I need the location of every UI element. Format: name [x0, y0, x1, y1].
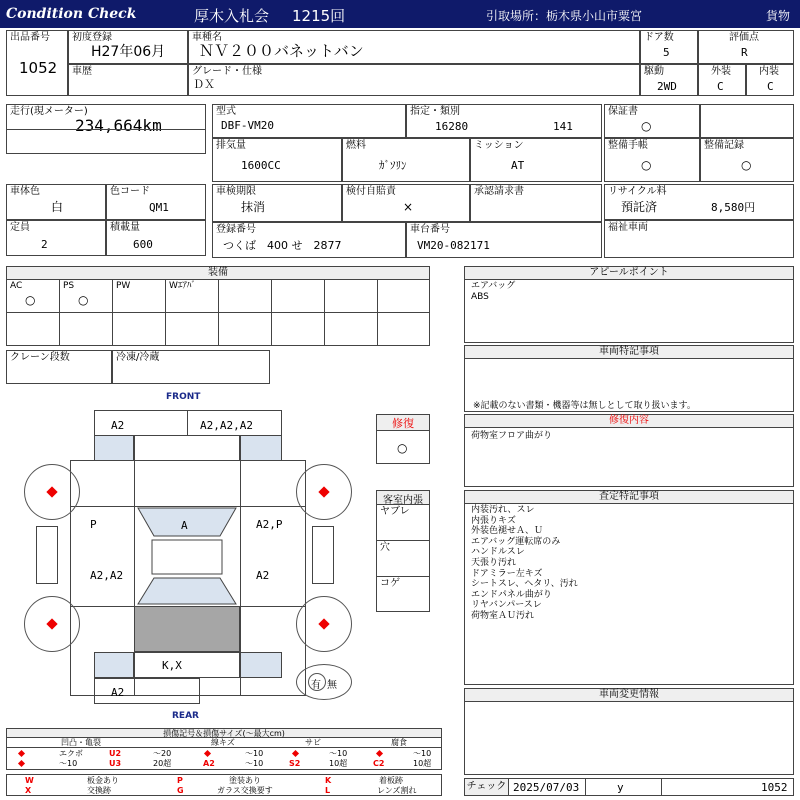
assessment-line: 天張り汚れ [471, 557, 517, 568]
freezer-label: 冷凍/冷蔵 [116, 352, 160, 363]
liability-mark: × [403, 200, 414, 214]
model-code-cell [212, 104, 406, 138]
recycle-cell [604, 184, 794, 220]
grade-score-cell [698, 30, 794, 64]
grade-cell [188, 64, 640, 96]
body-color-cell [6, 184, 106, 220]
equipment-empty-cell [165, 312, 219, 346]
capacity: 2 [41, 238, 48, 251]
approval-label: 承認請求書 [474, 186, 524, 197]
mission-cell [470, 138, 602, 182]
registration-number-label: 登録番号 [216, 224, 256, 235]
grade-label: グレード・仕様 [192, 66, 262, 77]
legend-group: サビ [305, 738, 321, 747]
check-lot: 1052 [761, 781, 788, 794]
manual-mark: ○ [641, 158, 652, 172]
appeal-line: エアバッグ [471, 281, 516, 291]
mark-lower-left: A2,A2 [90, 569, 124, 582]
mark-rear-left: A2 [111, 686, 125, 699]
mark-rear-center: K,X [162, 659, 182, 672]
color-code: QM1 [149, 201, 169, 214]
crane-label: クレーン段数 [10, 352, 70, 363]
registration-number: つくば 400 せ 2877 [223, 239, 342, 252]
legend-code: W [25, 776, 34, 785]
cabin-title: 客室内張 [377, 491, 429, 505]
legend-code: L [325, 786, 331, 795]
type-class: 141 [553, 120, 573, 133]
legend-text: ～10 [245, 759, 264, 768]
rear-gate-panel [134, 652, 240, 678]
auction-round: 1215回 [292, 7, 346, 25]
assessment-line: エアバッグ運転席のみ [471, 536, 561, 547]
check-footer [464, 778, 794, 796]
assessment-line: 内張りキズ [471, 515, 516, 526]
chassis-number: VM20-082171 [417, 239, 490, 252]
vehicle-category: 貨物 [766, 9, 791, 23]
model-name-cell [188, 30, 640, 64]
legend-code: G [177, 786, 184, 795]
rear-left-light [94, 652, 134, 678]
header-bar [0, 0, 800, 28]
doors-cell [640, 30, 698, 64]
drive-cell [640, 64, 698, 96]
assessment-list [471, 505, 578, 622]
legend-diamond-icon [18, 750, 25, 757]
mark-front-right: A2,A2,A2 [200, 419, 253, 432]
special-notes-title: 車両特記事項 [464, 345, 794, 359]
special-notes-box [464, 358, 794, 412]
spare-no: 無 [327, 680, 337, 691]
type-designation-label: 指定・類別 [410, 106, 460, 117]
legend-text: 20超 [153, 759, 172, 768]
grade: ＤＸ [193, 78, 215, 91]
pickup-location: 引取場所：栃木県小山市粟宮 [486, 9, 643, 23]
crane-cell [6, 350, 112, 384]
drive: 2WD [657, 80, 677, 93]
check-date: 2025/07/03 [513, 781, 580, 794]
legend-text: ～20 [153, 749, 172, 758]
legend-text: 塗装あり [229, 776, 261, 785]
vehicle-changes-title: 車両変更情報 [464, 688, 794, 702]
legend-group: 線キズ [211, 738, 235, 747]
welfare-cell [604, 220, 794, 258]
assessment-line: ハンドルスレ [471, 547, 525, 558]
manual-label: 整備手帳 [608, 140, 648, 151]
cabin-item-hole: 穴 [380, 542, 390, 553]
exterior: C [717, 80, 724, 93]
legend-code: K [325, 776, 332, 785]
legend-text: レンズ割れ [377, 786, 417, 795]
warranty-label: 保証書 [608, 106, 638, 117]
legend-code: C2 [373, 759, 385, 768]
legend-code: A2 [203, 759, 215, 768]
displacement-label: 排気量 [216, 140, 246, 151]
equipment-item-pw [112, 279, 166, 313]
front-panel [134, 435, 240, 461]
interior-label: 内装 [759, 66, 779, 77]
load-cell [106, 220, 206, 256]
repair-details-title: 修復内容 [464, 414, 794, 428]
first-registration-cell [68, 30, 188, 64]
legend-group: 凹凸・亀裂 [61, 738, 101, 747]
recycle-label: リサイクル料 [608, 186, 667, 197]
inspection: 抹消 [241, 200, 266, 214]
legend-diamond-icon [376, 750, 383, 757]
legend-codes [6, 774, 442, 796]
equipment-item-airbag [165, 279, 219, 313]
front-right-fender-light [240, 435, 282, 461]
repair-details-box [464, 427, 794, 487]
chassis-cell [406, 222, 602, 258]
assessment-line: シートスレ、ヘタリ、汚れ [471, 579, 578, 590]
front-left-fender-light [94, 435, 134, 461]
appeal-list [471, 281, 515, 303]
legend-code: U2 [109, 749, 122, 758]
legend-text: ガラス交換要す [217, 786, 273, 795]
model-code: DBF-VM20 [221, 119, 274, 132]
appeal-box [464, 279, 794, 343]
interior: C [767, 80, 774, 93]
equipment-grid [6, 279, 430, 347]
cabin-item-tear: ヤブレ [380, 506, 410, 517]
equipment-mark-ps: ○ [78, 293, 89, 307]
legend-code: X [25, 786, 32, 795]
history-label: 車歴 [72, 66, 92, 77]
grade-score-label: 評価点 [729, 32, 759, 43]
lot-number: 1052 [19, 59, 58, 77]
interior-cell [746, 64, 794, 96]
front-label: FRONT [166, 392, 201, 402]
spare-yes: 有 [311, 680, 321, 691]
lot-number-label: 出品番号 [10, 32, 50, 43]
assessment-line: 荷物室ＡＵ汚れ [471, 610, 535, 621]
repair-title: 修復 [377, 415, 429, 431]
check-label: チェック [465, 779, 509, 795]
assessment-line: 内装汚れ、スレ [471, 505, 535, 515]
mark-lower-right: A2 [256, 569, 270, 582]
mileage-label: 走行(現メーター) [10, 106, 88, 117]
model-name: ＮＶ２００バネットバン [199, 42, 364, 60]
appeal-line: ABS [471, 292, 489, 302]
fuel-label: 燃料 [346, 140, 366, 151]
legend-text: エクボ [59, 749, 83, 758]
equipment-label-pw: PW [116, 281, 131, 291]
first-registration-label: 初度登録 [72, 32, 112, 43]
approval-cell [470, 184, 602, 222]
assessment-line: 外装色褪せＡ、Ｕ [471, 526, 544, 537]
registration-number-cell [212, 222, 406, 258]
legend-code: U3 [109, 759, 122, 768]
history-cell [68, 64, 188, 96]
load: 600 [133, 238, 153, 251]
legend-text: ～10 [413, 749, 432, 758]
blank-cell-top-right [700, 104, 794, 138]
legend-code: P [177, 776, 183, 785]
color-code-label: 色コード [110, 186, 150, 197]
grade-score: R [741, 46, 748, 59]
assessment-line: リヤバンパースレ [471, 600, 542, 611]
mission-label: ミッション [474, 140, 524, 151]
assessment-line: ドアミラー左キズ [471, 568, 543, 579]
first-registration: H27年06月 [91, 44, 166, 60]
legend-sizes [6, 748, 442, 770]
legend-text: ～10 [329, 749, 348, 758]
mark-hood: A [181, 519, 188, 532]
body-color: 白 [51, 200, 64, 214]
equipment-label-ac: AC [10, 281, 23, 291]
equipment-label-airbag: Wｴｱﾊﾞ [169, 281, 196, 291]
recycle-fee: 8,580円 [711, 201, 756, 214]
exterior-cell [698, 64, 746, 96]
equipment-empty-cell [112, 312, 166, 346]
service-record-label: 整備記録 [704, 140, 744, 151]
legend-groups [6, 738, 442, 748]
rear-bumper-panel [94, 678, 200, 704]
equipment-item-ps [59, 279, 113, 313]
repair-mark: ○ [397, 441, 408, 455]
fuel: ｶﾞｿﾘﾝ [379, 159, 407, 172]
legend-code: S2 [289, 759, 301, 768]
body-color-label: 車体色 [10, 186, 40, 197]
model-code-label: 型式 [216, 106, 236, 117]
left-mirror-shape [36, 526, 58, 584]
legend-text: 10超 [413, 759, 432, 768]
lot-number-cell [6, 30, 68, 96]
legend-text: 板金あり [87, 776, 119, 785]
equipment-label-ps: PS [63, 281, 75, 291]
equipment-title: 装備 [6, 266, 430, 280]
right-mirror-shape [312, 526, 334, 584]
equipment-item-ac [6, 279, 60, 313]
cabin-interior-box [376, 490, 430, 612]
recycle-status: 預託済 [621, 200, 658, 214]
repair-box [376, 414, 430, 464]
mileage: 234,664km [75, 116, 162, 135]
type-designation-cell [406, 104, 602, 138]
equipment-empty-cell [324, 312, 378, 346]
legend-title: 損傷記号＆損傷サイズ(～最大cm) [6, 728, 442, 738]
welfare-label: 福祉車両 [608, 222, 648, 233]
model-name-label: 車種名 [192, 32, 222, 43]
inspection-cell [212, 184, 342, 222]
legend-group: 腐食 [391, 738, 407, 747]
mark-mid-right: A2,P [256, 518, 283, 531]
mileage-cell [6, 104, 206, 154]
chassis-label: 車台番号 [410, 224, 450, 235]
brand-title: Condition Check [6, 6, 137, 22]
type-designation: 16280 [435, 120, 469, 133]
appeal-title: アピールポイント [464, 266, 794, 280]
legend-text: 10超 [329, 759, 348, 768]
doors-label: ドア数 [644, 32, 674, 43]
vehicle-changes-box [464, 701, 794, 775]
equipment-empty-cell [324, 279, 378, 313]
doors: 5 [663, 46, 670, 59]
assessment-title: 査定特記事項 [464, 490, 794, 504]
equipment-empty-cell [59, 312, 113, 346]
legend-diamond-icon [18, 760, 25, 767]
equipment-empty-cell [271, 279, 325, 313]
legend-text: 交換跡 [87, 786, 111, 795]
mark-mid-left: P [90, 518, 97, 531]
capacity-cell [6, 220, 106, 256]
equipment-empty-cell [6, 312, 60, 346]
fuel-cell [342, 138, 470, 182]
equipment-empty-cell [218, 312, 272, 346]
legend-text: ～10 [59, 759, 78, 768]
liability-label: 検付自賠責 [346, 186, 396, 197]
mission: AT [511, 159, 525, 172]
drive-label: 駆動 [644, 66, 664, 77]
liability-cell [342, 184, 470, 222]
rear-right-light [240, 652, 282, 678]
equipment-mark-ac: ○ [25, 293, 36, 307]
displacement: 1600CC [241, 159, 281, 172]
cargo-floor-panel [134, 606, 240, 652]
equipment-empty-cell [377, 312, 430, 346]
service-record-cell [700, 138, 794, 182]
damage-legend [6, 728, 442, 798]
special-notes-text: ※記載のない書類・機器等は無しとして取り扱います。 [473, 401, 696, 411]
cabin-item-burn: コゲ [380, 578, 400, 589]
displacement-cell [212, 138, 342, 182]
load-label: 積載量 [110, 222, 140, 233]
repair-details-line: 荷物室フロア曲がり [471, 431, 553, 441]
check-flag: y [617, 781, 624, 794]
rear-label: REAR [172, 711, 199, 721]
inspection-label: 車検期限 [216, 186, 256, 197]
service-record-mark: ○ [741, 158, 752, 172]
legend-diamond-icon [292, 750, 299, 757]
freezer-cell [112, 350, 270, 384]
vehicle-diagram [0, 388, 372, 724]
equipment-empty-cell [218, 279, 272, 313]
auction-name: 厚木入札会 [194, 7, 270, 25]
legend-text: 着板跡 [379, 776, 403, 785]
mark-front-left: A2 [111, 419, 125, 432]
warranty-cell [604, 104, 700, 138]
exterior-label: 外装 [711, 66, 731, 77]
manual-cell [604, 138, 700, 182]
equipment-empty-cell [271, 312, 325, 346]
color-code-cell [106, 184, 206, 220]
warranty-mark: ○ [641, 119, 652, 133]
assessment-line: エンドパネル曲がり [471, 589, 552, 600]
legend-diamond-icon [204, 750, 211, 757]
legend-text: ～10 [245, 749, 264, 758]
assessment-box [464, 503, 794, 685]
capacity-label: 定員 [10, 222, 30, 233]
equipment-empty-cell [377, 279, 430, 313]
